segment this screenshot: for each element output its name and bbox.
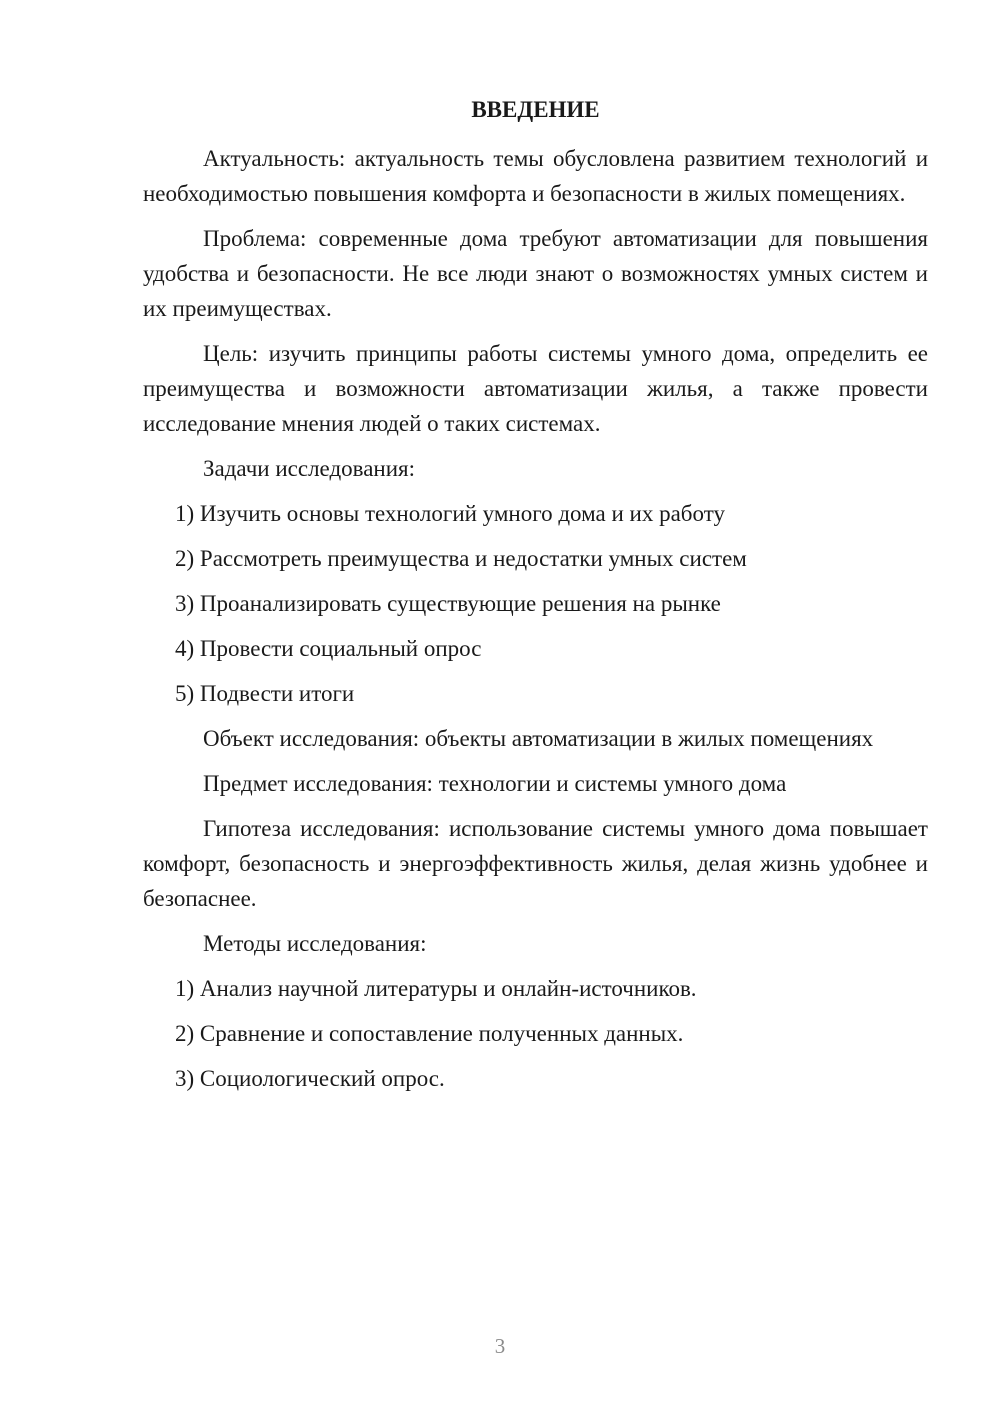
section-title: ВВЕДЕНИЕ — [471, 97, 600, 122]
page-number: 3 — [494, 1334, 506, 1358]
method-item: 3) Социологический опрос. — [175, 1066, 445, 1091]
problem-paragraph: Проблема: современные дома требуют автоматизации для повышения удобства и безопасности. Не все люди знают о возможностях умных систем и их преимуществах. — [143, 226, 928, 321]
object-paragraph: Объект исследования: объекты автоматизации в жилых помещениях — [203, 726, 874, 751]
subject-paragraph: Предмет исследования: технологии и системы умного дома — [203, 771, 787, 796]
document-page — [143, 0, 928, 1414]
document-body — [143, 141, 928, 1106]
task-item: 2) Рассмотреть преимущества и недостатки умных систем — [175, 546, 747, 571]
task-item: 4) Провести социальный опрос — [175, 636, 482, 661]
tasks-list — [143, 496, 928, 711]
task-item: 3) Проанализировать существующие решения на рынке — [175, 591, 721, 616]
goal-paragraph: Цель: изучить принципы работы системы умного дома, определить ее преимущества и возможности автоматизации жилья, а также провести исследование мнения людей о таких системах. — [143, 341, 928, 436]
method-item: 1) Анализ научной литературы и онлайн-источников. — [175, 976, 697, 1001]
relevance-paragraph: Актуальность: актуальность темы обусловлена развитием технологий и необходимостью повышения комфорта и безопасности в жилых помещениях. — [143, 146, 928, 206]
method-item: 2) Сравнение и сопоставление полученных данных. — [175, 1021, 684, 1046]
hypothesis-paragraph: Гипотеза исследования: использование системы умного дома повышает комфорт, безопасность и энергоэффективность жилья, делая жизнь удобнее и безопаснее. — [143, 816, 928, 911]
task-item: 5) Подвести итоги — [175, 681, 355, 706]
methods-list — [143, 971, 928, 1096]
tasks-label: Задачи исследования: — [203, 456, 416, 481]
methods-label: Методы исследования: — [203, 931, 427, 956]
task-item: 1) Изучить основы технологий умного дома и их работу — [175, 501, 725, 526]
